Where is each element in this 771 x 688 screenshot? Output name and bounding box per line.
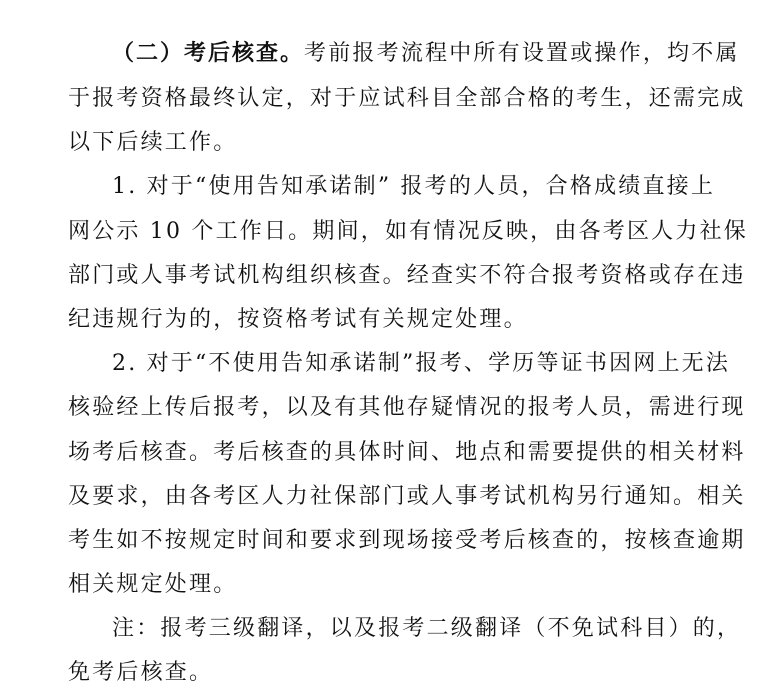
- section-2-intro-text: 考前报考流程中所有设置或操作，均不属: [304, 41, 740, 66]
- item-2-text-line: 考生如不按规定时间和要求到现场接受考后核查的，按核查逾期: [68, 528, 746, 553]
- item-2-text-line: 核验经上传后报考，以及有其他存疑情况的报考人员，需进行现: [68, 395, 746, 420]
- note-text-line: 免考后核查。: [68, 660, 214, 685]
- section-2-heading: （二）考后核查。: [112, 40, 305, 66]
- item-1-text-line: 网公示 10 个工作日。期间，如有情况反映，由各考区人力社保: [68, 219, 748, 244]
- item-1-text-line: 部门或人事考试机构组织核查。经查实不符合报考资格或存在违: [68, 263, 746, 288]
- section-2-text-line: 以下后续工作。: [68, 130, 238, 155]
- section-2-text-line: 于报考资格最终认定，对于应试科目全部合格的考生，还需完成: [68, 86, 746, 111]
- item-2-text-line: 相关规定处理。: [68, 572, 238, 597]
- note-text-line: 注：报考三级翻译，以及报考二级翻译（不免试科目）的，: [112, 616, 742, 641]
- item-2-text-line: 场考后核查。考后核查的具体时间、地点和需要提供的相关材料: [68, 440, 746, 465]
- item-2-text-line: 及要求，由各考区人力社保部门或人事考试机构另行通知。相关: [68, 484, 746, 509]
- item-2-text-line: 2. 对于“不使用告知承诺制”报考、学历等证书因网上无法: [112, 351, 731, 376]
- item-1-text-line: 1. 对于“使用告知承诺制” 报考的人员，合格成绩直接上: [112, 174, 716, 199]
- section-2-first-line: [112, 38, 740, 69]
- item-1-text-line: 纪违规行为的，按资格考试有关规定处理。: [68, 307, 528, 332]
